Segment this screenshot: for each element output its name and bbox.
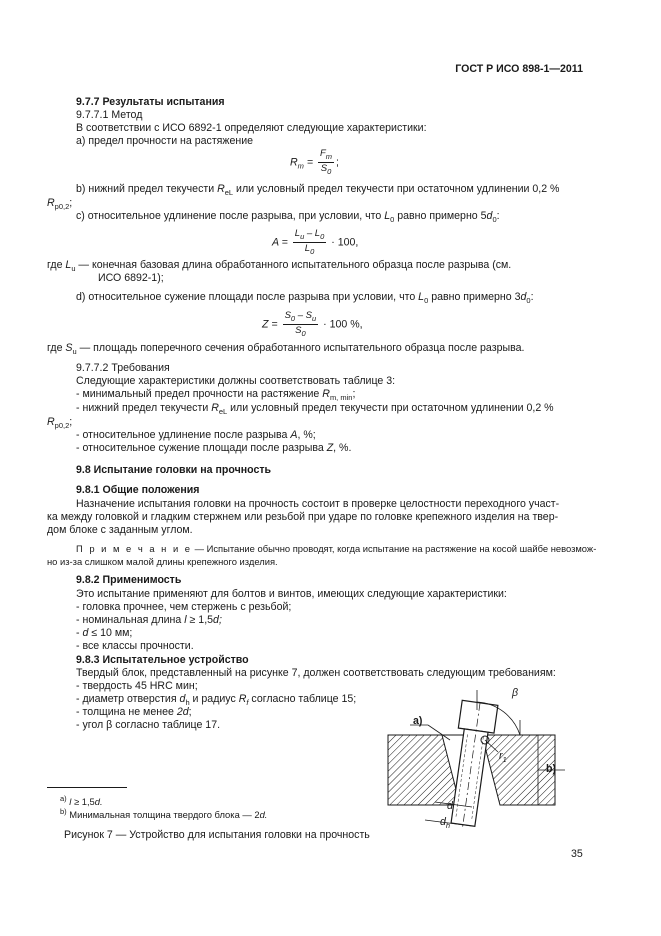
section-9-7-7-2-title: 9.7.7.2 Требования bbox=[76, 362, 170, 374]
figure-caption: Рисунок 7 — Устройство для испытания головки на прочность bbox=[64, 829, 370, 841]
device-item-4: - угол β согласно таблице 17. bbox=[76, 719, 221, 731]
figure-label-d: d bbox=[447, 800, 453, 812]
req-item-2-line2: $R_{p0,2}$; bbox=[47, 416, 73, 430]
note-line1: П р и м е ч а н и е — Испытание обычно проводят, когда испытание на растяжение на косой шайбе невозмож- bbox=[76, 543, 597, 554]
req-item-4: - относительное сужение площади после разрыва Z, %. bbox=[76, 442, 352, 454]
device-item-1: - твердость 45 HRC мин; bbox=[76, 680, 198, 692]
item-b-line1: b) нижний предел текучести $R_{eL}$ или условный предел текучести при остаточном удлинении 0,2 % bbox=[76, 183, 560, 197]
general-p-line3: дом блоке с заданным углом. bbox=[47, 524, 193, 536]
hard-block-left bbox=[388, 735, 460, 805]
applicability-item-4: - все классы прочности. bbox=[76, 640, 194, 652]
figure-label-a: a) bbox=[413, 715, 423, 727]
figure-label-b: b) bbox=[546, 763, 556, 775]
device-item-2: - диаметр отверстия $d_h$ и радиус $R_f$ согласно таблице 15; bbox=[76, 693, 357, 707]
item-c: с) относительное удлинение после разрыва, при условии, что $L_0$ равно примерно $5d_0$: bbox=[76, 210, 500, 224]
item-d: d) относительное сужение площади после разрыва при условии, что $L_0$ равно примерно $3d_0$: bbox=[76, 291, 534, 305]
formula-a: A = $\frac{L_u - L_0}{L_0}$ · 100, bbox=[272, 228, 359, 256]
document-id: ГОСТ Р ИСО 898-1—2011 bbox=[455, 63, 583, 75]
footnote-rule bbox=[47, 787, 127, 788]
requirements-intro: Следующие характеристики должны соответствовать таблице 3: bbox=[76, 375, 396, 387]
figure-label-dh: $d_h$ bbox=[440, 816, 451, 830]
req-item-1: - минимальный предел прочности на растяжение $R_{m, min}$; bbox=[76, 388, 356, 402]
section-9-8-2-title: 9.8.2 Применимость bbox=[76, 574, 182, 586]
applicability-item-2: - номинальная длина l ≥ 1,5d; bbox=[76, 614, 222, 626]
item-a: а) предел прочности на растяжение bbox=[76, 135, 254, 147]
req-item-3: - относительное удлинение после разрыва A, %; bbox=[76, 429, 316, 441]
where-su: где $S_u$ — площадь поперечного сечения обработанного испытательного образца после разрыва. bbox=[47, 342, 525, 356]
note-line2: но из-за слишком малой длины крепежного изделия. bbox=[47, 556, 278, 567]
figure-label-r: $r_1$ bbox=[499, 750, 507, 764]
applicability-item-1: - головка прочнее, чем стержень с резьбой; bbox=[76, 601, 292, 613]
method-intro: В соответствии с ИСО 6892-1 определяют следующие характеристики: bbox=[76, 122, 427, 134]
req-item-2: - нижний предел текучести $R_{eL}$ или условный предел текучести при остаточном удлинении 0,2 % bbox=[76, 402, 554, 416]
where-lu-line2: ИСО 6892-1); bbox=[98, 272, 164, 284]
device-item-3: - толщина не менее 2d; bbox=[76, 706, 192, 718]
section-9-8-1-title: 9.8.1 Общие положения bbox=[76, 484, 200, 496]
formula-rm: $R_m$ = $\frac{F_m}{S_0}$ ; bbox=[290, 148, 339, 176]
device-intro: Твердый блок, представленный на рисунке 7, должен соответствовать следующим требованиям: bbox=[76, 667, 556, 679]
section-9-8-title: 9.8 Испытание головки на прочность bbox=[76, 464, 272, 476]
general-p-line1: Назначение испытания головки на прочность состоит в проверке целостности переходного участ- bbox=[76, 498, 560, 510]
figure-7-drawing bbox=[380, 680, 570, 840]
applicability-intro: Это испытание применяют для болтов и винтов, имеющих следующие характеристики: bbox=[76, 588, 507, 600]
where-lu-line1: где $L_u$ — конечная базовая длина обработанного испытательного образца после разрыва (см. bbox=[47, 259, 512, 273]
figure-label-beta: β bbox=[512, 687, 519, 699]
section-9-7-7-1-title: 9.7.7.1 Метод bbox=[76, 109, 143, 121]
item-b-line2: $R_{p0,2}$; bbox=[47, 197, 73, 211]
general-p-line2: ка между головкой и гладким стержнем или резьбой при ударе по головке крепежного изделия на твер- bbox=[47, 511, 559, 523]
page-number: 35 bbox=[571, 848, 583, 860]
footnote-b: $^{b)}$ Минимальная толщина твердого блока — 2d. bbox=[60, 807, 268, 820]
footnote-a: $^{a)}$ l ≥ 1,5d. bbox=[60, 794, 103, 807]
applicability-item-3: - d ≤ 10 мм; bbox=[76, 627, 133, 639]
section-9-7-7-title: 9.7.7 Результаты испытания bbox=[76, 96, 225, 108]
section-9-8-3-title: 9.8.3 Испытательное устройство bbox=[76, 654, 249, 666]
formula-z: Z = $\frac{S_0 - S_u}{S_0}$ · 100 %, bbox=[262, 310, 363, 338]
